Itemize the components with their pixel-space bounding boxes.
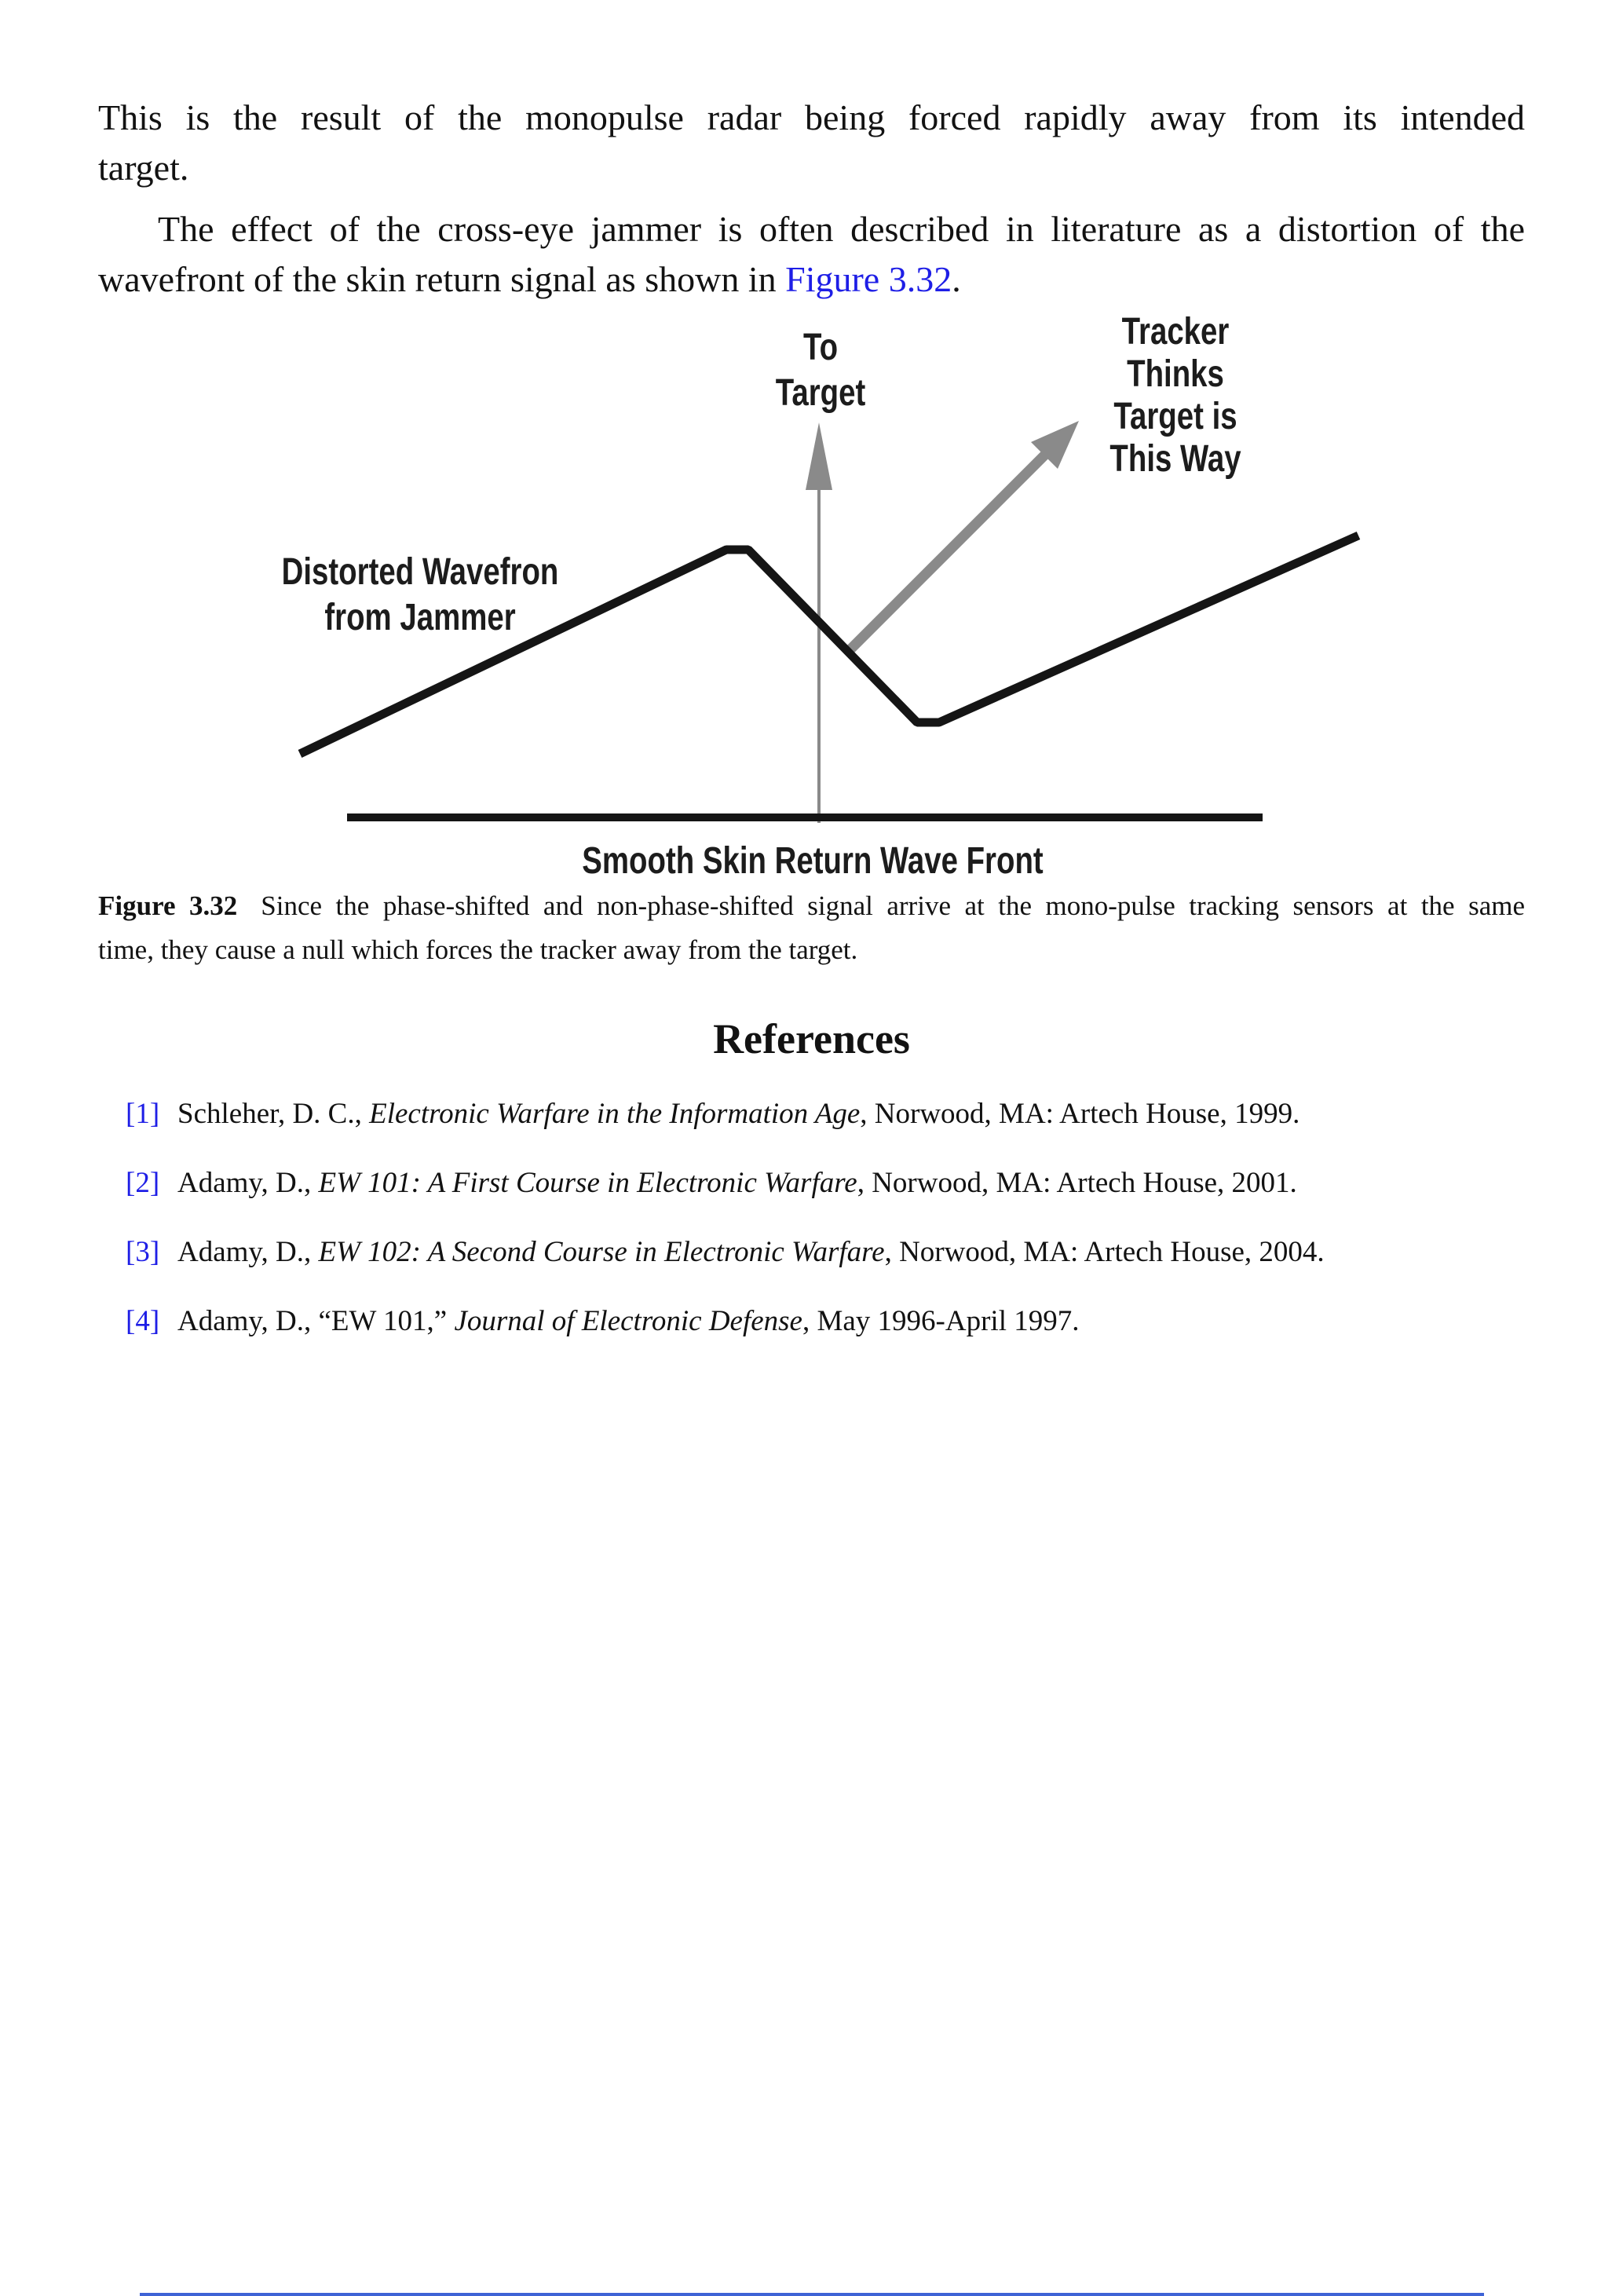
tracker-thinks-label bbox=[1075, 311, 1276, 481]
reference-1-title: Electronic Warfare in the Information Age bbox=[369, 1098, 861, 1130]
paragraph-1 bbox=[98, 93, 1525, 193]
paragraph-2-line-2 bbox=[98, 254, 1525, 305]
distorted-label-line-2: from Jammer bbox=[324, 597, 516, 638]
reference-2-number-link[interactable]: [2] bbox=[126, 1167, 160, 1199]
figure-caption-line-1 bbox=[98, 884, 1525, 928]
tracker-label-line-1: Tracker bbox=[1121, 311, 1230, 353]
figure-caption-number: Figure 3.32 bbox=[98, 890, 238, 921]
reference-2-authors: Adamy, D., bbox=[177, 1167, 319, 1199]
reference-item-4 bbox=[126, 1303, 1531, 1340]
to-target-label bbox=[742, 325, 899, 416]
figure-caption bbox=[98, 884, 1525, 972]
reference-1-authors: Schleher, D. C., bbox=[177, 1098, 370, 1130]
paragraph-2-line-2-period: . bbox=[952, 259, 961, 299]
references-heading: References bbox=[713, 1015, 910, 1062]
figure-3-32-link[interactable]: Figure 3.32 bbox=[785, 259, 952, 299]
reference-1-publisher: , Norwood, MA: Artech House, 1999. bbox=[860, 1098, 1300, 1130]
distorted-label-line-1: Distorted Wavefron bbox=[281, 551, 559, 593]
reference-4-authors: Adamy, D., “EW 101,” bbox=[177, 1305, 455, 1337]
smooth-skin-return-label: Smooth Skin Return Wave Front bbox=[582, 840, 1044, 882]
paragraph-1-line-1: This is the result of the monopulse radar being forced rapidly away from its intended bbox=[98, 97, 1525, 137]
paragraph-2 bbox=[98, 204, 1525, 305]
tracker-label-line-4: This Way bbox=[1109, 438, 1241, 480]
reference-3-title: EW 102: A Second Course in Electronic Warfare bbox=[318, 1236, 885, 1268]
reference-4-dates: , May 1996-April 1997. bbox=[802, 1305, 1080, 1337]
reference-2-title: EW 101: A First Course in Electronic Warfare bbox=[318, 1167, 857, 1199]
reference-item-3 bbox=[126, 1234, 1531, 1270]
reference-4-journal: Journal of Electronic Defense bbox=[454, 1305, 802, 1337]
distorted-wavefront-label bbox=[279, 550, 561, 641]
tracker-label-line-3: Target is bbox=[1113, 396, 1237, 437]
reference-item-2 bbox=[126, 1165, 1531, 1201]
reference-4-text bbox=[177, 1303, 1531, 1340]
reference-1-number-link[interactable]: [1] bbox=[126, 1098, 160, 1130]
reading-progress-bar bbox=[140, 2293, 1484, 2296]
reference-3-publisher: , Norwood, MA: Artech House, 2004. bbox=[884, 1236, 1325, 1268]
figure-caption-text-1: Since the phase-shifted and non-phase-shifted signal arrive at the mono-pulse tracking sensors at the same bbox=[261, 890, 1525, 921]
to-target-label-line-2: Target bbox=[775, 372, 866, 414]
to-target-label-line-1: To bbox=[802, 327, 839, 368]
reference-2-publisher: , Norwood, MA: Artech House, 2001. bbox=[857, 1167, 1297, 1199]
reference-3-number-link[interactable]: [3] bbox=[126, 1236, 160, 1268]
reference-4-number-link[interactable]: [4] bbox=[126, 1305, 160, 1337]
tracker-label-line-2: Thinks bbox=[1127, 353, 1224, 395]
paragraph-2-line-1: The effect of the cross-eye jammer is often described in literature as a distortion of the bbox=[158, 209, 1525, 249]
reference-2-text bbox=[177, 1165, 1531, 1201]
paragraph-1-line-2: target. bbox=[98, 148, 189, 188]
tracker-direction-arrow bbox=[850, 421, 1079, 650]
paragraph-2-line-2-text: wavefront of the skin return signal as shown in bbox=[98, 259, 786, 299]
reference-3-text bbox=[177, 1234, 1531, 1270]
reference-1-text bbox=[177, 1096, 1531, 1132]
references-list bbox=[126, 1096, 1531, 1373]
reference-item-1 bbox=[126, 1096, 1531, 1132]
figure-caption-line-2: time, they cause a null which forces the tracker away from the target. bbox=[98, 934, 858, 965]
reference-3-authors: Adamy, D., bbox=[177, 1236, 319, 1268]
